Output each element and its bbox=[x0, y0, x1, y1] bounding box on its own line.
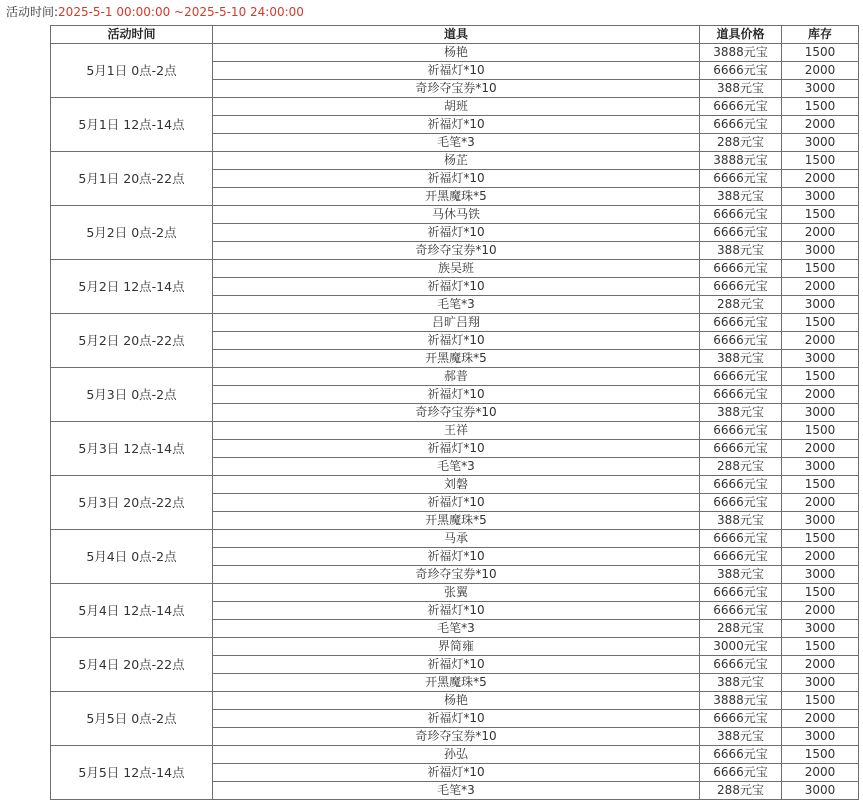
table-row bbox=[51, 638, 859, 656]
price-cell: 6666元宝 bbox=[700, 224, 782, 242]
item-cell: 开黑魔珠*5 bbox=[213, 350, 700, 368]
item-cell: 马休马铁 bbox=[213, 206, 700, 224]
price-cell: 388元宝 bbox=[700, 566, 782, 584]
item-cell: 祈福灯*10 bbox=[213, 116, 700, 134]
price-cell: 388元宝 bbox=[700, 674, 782, 692]
stock-cell: 3000 bbox=[782, 620, 859, 638]
time-slot-cell: 5月3日 20点-22点 bbox=[51, 476, 213, 530]
stock-cell: 3000 bbox=[782, 242, 859, 260]
stock-cell: 2000 bbox=[782, 116, 859, 134]
table-row bbox=[51, 260, 859, 278]
time-slot-cell: 5月2日 0点-2点 bbox=[51, 206, 213, 260]
item-cell: 奇珍夺宝券*10 bbox=[213, 80, 700, 98]
price-cell: 288元宝 bbox=[700, 782, 782, 800]
price-cell: 388元宝 bbox=[700, 188, 782, 206]
item-cell: 族吴班 bbox=[213, 260, 700, 278]
item-cell: 毛笔*3 bbox=[213, 458, 700, 476]
stock-cell: 2000 bbox=[782, 386, 859, 404]
item-cell: 祈福灯*10 bbox=[213, 656, 700, 674]
price-cell: 388元宝 bbox=[700, 728, 782, 746]
price-cell: 6666元宝 bbox=[700, 548, 782, 566]
stock-cell: 1500 bbox=[782, 260, 859, 278]
item-cell: 祈福灯*10 bbox=[213, 764, 700, 782]
item-cell: 祈福灯*10 bbox=[213, 224, 700, 242]
price-cell: 6666元宝 bbox=[700, 764, 782, 782]
stock-cell: 1500 bbox=[782, 530, 859, 548]
stock-cell: 1500 bbox=[782, 44, 859, 62]
price-cell: 6666元宝 bbox=[700, 710, 782, 728]
stock-cell: 2000 bbox=[782, 440, 859, 458]
activity-time-line bbox=[6, 3, 304, 21]
price-cell: 6666元宝 bbox=[700, 206, 782, 224]
item-cell: 毛笔*3 bbox=[213, 296, 700, 314]
price-cell: 388元宝 bbox=[700, 80, 782, 98]
price-cell: 6666元宝 bbox=[700, 386, 782, 404]
price-cell: 6666元宝 bbox=[700, 440, 782, 458]
item-cell: 胡班 bbox=[213, 98, 700, 116]
price-cell: 388元宝 bbox=[700, 512, 782, 530]
table-row bbox=[51, 476, 859, 494]
price-cell: 6666元宝 bbox=[700, 494, 782, 512]
stock-cell: 3000 bbox=[782, 512, 859, 530]
item-cell: 祈福灯*10 bbox=[213, 494, 700, 512]
item-cell: 毛笔*3 bbox=[213, 782, 700, 800]
column-header-stock: 库存 bbox=[782, 26, 859, 44]
price-cell: 6666元宝 bbox=[700, 746, 782, 764]
table-row bbox=[51, 44, 859, 62]
stock-cell: 1500 bbox=[782, 368, 859, 386]
stock-cell: 3000 bbox=[782, 566, 859, 584]
table-row bbox=[51, 368, 859, 386]
item-cell: 毛笔*3 bbox=[213, 620, 700, 638]
item-cell: 界简雍 bbox=[213, 638, 700, 656]
table-row bbox=[51, 314, 859, 332]
item-cell: 张翼 bbox=[213, 584, 700, 602]
stock-cell: 2000 bbox=[782, 332, 859, 350]
item-cell: 毛笔*3 bbox=[213, 134, 700, 152]
time-slot-cell: 5月5日 12点-14点 bbox=[51, 746, 213, 800]
price-cell: 6666元宝 bbox=[700, 314, 782, 332]
price-cell: 3000元宝 bbox=[700, 638, 782, 656]
table-row bbox=[51, 530, 859, 548]
price-cell: 6666元宝 bbox=[700, 116, 782, 134]
stock-cell: 3000 bbox=[782, 404, 859, 422]
price-cell: 6666元宝 bbox=[700, 602, 782, 620]
item-cell: 祈福灯*10 bbox=[213, 440, 700, 458]
item-cell: 祈福灯*10 bbox=[213, 602, 700, 620]
stock-cell: 3000 bbox=[782, 674, 859, 692]
item-cell: 杨芷 bbox=[213, 152, 700, 170]
price-cell: 6666元宝 bbox=[700, 422, 782, 440]
stock-cell: 1500 bbox=[782, 638, 859, 656]
item-cell: 开黑魔珠*5 bbox=[213, 674, 700, 692]
price-cell: 6666元宝 bbox=[700, 98, 782, 116]
table-row bbox=[51, 98, 859, 116]
table-row bbox=[51, 584, 859, 602]
column-header-time: 活动时间 bbox=[51, 26, 213, 44]
price-cell: 388元宝 bbox=[700, 350, 782, 368]
item-cell: 吕旷吕翔 bbox=[213, 314, 700, 332]
stock-cell: 3000 bbox=[782, 350, 859, 368]
item-cell: 奇珍夺宝券*10 bbox=[213, 404, 700, 422]
price-cell: 388元宝 bbox=[700, 242, 782, 260]
time-slot-cell: 5月1日 12点-14点 bbox=[51, 98, 213, 152]
item-cell: 祈福灯*10 bbox=[213, 62, 700, 80]
column-header-price: 道具价格 bbox=[700, 26, 782, 44]
price-cell: 6666元宝 bbox=[700, 260, 782, 278]
stock-cell: 1500 bbox=[782, 692, 859, 710]
item-cell: 祈福灯*10 bbox=[213, 278, 700, 296]
item-cell: 祈福灯*10 bbox=[213, 332, 700, 350]
time-slot-cell: 5月3日 12点-14点 bbox=[51, 422, 213, 476]
item-cell: 杨艳 bbox=[213, 44, 700, 62]
item-cell: 王祥 bbox=[213, 422, 700, 440]
activity-time-label: 活动时间: bbox=[6, 5, 59, 19]
price-cell: 6666元宝 bbox=[700, 332, 782, 350]
stock-cell: 1500 bbox=[782, 206, 859, 224]
stock-cell: 2000 bbox=[782, 656, 859, 674]
stock-cell: 3000 bbox=[782, 134, 859, 152]
table-row bbox=[51, 692, 859, 710]
time-slot-cell: 5月4日 0点-2点 bbox=[51, 530, 213, 584]
item-cell: 马承 bbox=[213, 530, 700, 548]
time-slot-cell: 5月3日 0点-2点 bbox=[51, 368, 213, 422]
stock-cell: 1500 bbox=[782, 584, 859, 602]
time-slot-cell: 5月2日 12点-14点 bbox=[51, 260, 213, 314]
price-cell: 6666元宝 bbox=[700, 278, 782, 296]
table-row bbox=[51, 152, 859, 170]
price-cell: 3888元宝 bbox=[700, 44, 782, 62]
item-cell: 郝普 bbox=[213, 368, 700, 386]
stock-cell: 2000 bbox=[782, 224, 859, 242]
price-cell: 388元宝 bbox=[700, 404, 782, 422]
price-cell: 3888元宝 bbox=[700, 692, 782, 710]
stock-cell: 2000 bbox=[782, 602, 859, 620]
price-cell: 6666元宝 bbox=[700, 476, 782, 494]
column-header-item: 道具 bbox=[213, 26, 700, 44]
stock-cell: 2000 bbox=[782, 62, 859, 80]
stock-cell: 3000 bbox=[782, 458, 859, 476]
price-cell: 6666元宝 bbox=[700, 584, 782, 602]
stock-cell: 3000 bbox=[782, 296, 859, 314]
time-slot-cell: 5月4日 20点-22点 bbox=[51, 638, 213, 692]
schedule-body bbox=[51, 44, 859, 800]
stock-cell: 3000 bbox=[782, 728, 859, 746]
item-cell: 杨艳 bbox=[213, 692, 700, 710]
stock-cell: 1500 bbox=[782, 314, 859, 332]
price-cell: 288元宝 bbox=[700, 296, 782, 314]
stock-cell: 3000 bbox=[782, 782, 859, 800]
price-cell: 6666元宝 bbox=[700, 62, 782, 80]
item-cell: 孙弘 bbox=[213, 746, 700, 764]
item-cell: 祈福灯*10 bbox=[213, 386, 700, 404]
stock-cell: 2000 bbox=[782, 170, 859, 188]
stock-cell: 3000 bbox=[782, 80, 859, 98]
stock-cell: 1500 bbox=[782, 746, 859, 764]
time-slot-cell: 5月2日 20点-22点 bbox=[51, 314, 213, 368]
item-cell: 奇珍夺宝券*10 bbox=[213, 728, 700, 746]
price-cell: 6666元宝 bbox=[700, 656, 782, 674]
stock-cell: 2000 bbox=[782, 710, 859, 728]
table-header-row bbox=[51, 26, 859, 44]
item-cell: 刘磐 bbox=[213, 476, 700, 494]
stock-cell: 2000 bbox=[782, 494, 859, 512]
stock-cell: 3000 bbox=[782, 188, 859, 206]
stock-cell: 2000 bbox=[782, 548, 859, 566]
stock-cell: 1500 bbox=[782, 422, 859, 440]
item-cell: 奇珍夺宝券*10 bbox=[213, 566, 700, 584]
stock-cell: 1500 bbox=[782, 152, 859, 170]
table-row bbox=[51, 206, 859, 224]
item-cell: 祈福灯*10 bbox=[213, 710, 700, 728]
activity-time-range: 2025-5-1 00:00:00 ~2025-5-10 24:00:00 bbox=[58, 5, 304, 19]
table-row bbox=[51, 422, 859, 440]
price-cell: 288元宝 bbox=[700, 620, 782, 638]
price-cell: 288元宝 bbox=[700, 134, 782, 152]
table-row bbox=[51, 746, 859, 764]
stock-cell: 2000 bbox=[782, 278, 859, 296]
item-cell: 奇珍夺宝券*10 bbox=[213, 242, 700, 260]
item-cell: 祈福灯*10 bbox=[213, 548, 700, 566]
time-slot-cell: 5月1日 0点-2点 bbox=[51, 44, 213, 98]
price-cell: 6666元宝 bbox=[700, 170, 782, 188]
stock-cell: 2000 bbox=[782, 764, 859, 782]
time-slot-cell: 5月5日 0点-2点 bbox=[51, 692, 213, 746]
stock-cell: 1500 bbox=[782, 98, 859, 116]
price-cell: 6666元宝 bbox=[700, 368, 782, 386]
item-cell: 祈福灯*10 bbox=[213, 170, 700, 188]
item-cell: 开黑魔珠*5 bbox=[213, 512, 700, 530]
time-slot-cell: 5月1日 20点-22点 bbox=[51, 152, 213, 206]
price-cell: 3888元宝 bbox=[700, 152, 782, 170]
price-cell: 6666元宝 bbox=[700, 530, 782, 548]
price-cell: 288元宝 bbox=[700, 458, 782, 476]
stock-cell: 1500 bbox=[782, 476, 859, 494]
time-slot-cell: 5月4日 12点-14点 bbox=[51, 584, 213, 638]
schedule-table bbox=[50, 25, 859, 800]
item-cell: 开黑魔珠*5 bbox=[213, 188, 700, 206]
